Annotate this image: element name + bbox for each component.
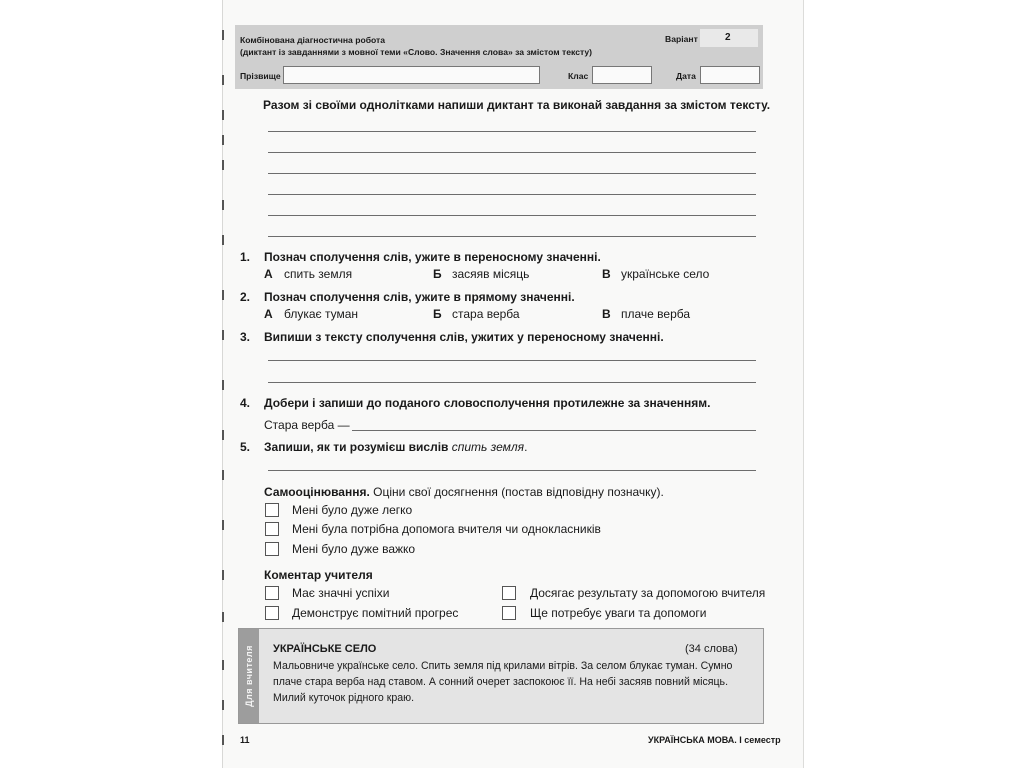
variant-label: Варіант bbox=[665, 34, 698, 44]
header-title-line2: (диктант із завданнями з мовної теми «Слово. Значення слова» за змістом тексту) bbox=[240, 47, 593, 57]
header-title bbox=[240, 34, 592, 58]
teacher-comment-checkbox-success[interactable] bbox=[265, 586, 279, 600]
dictation-line[interactable] bbox=[268, 215, 756, 216]
dictation-text-line: Мальовниче українське село. Спить земля під крилами вітрів. За селом блукає туман. Сумно bbox=[273, 660, 733, 672]
task-1-option-b[interactable]: засяяв місяць bbox=[452, 267, 530, 281]
self-assessment-checkbox-help[interactable] bbox=[265, 522, 279, 536]
task-5-text-prefix: Запиши, як ти розумієш вислів bbox=[264, 440, 452, 454]
teacher-comment-option-needs-help: Ще потребує уваги та допомоги bbox=[530, 606, 707, 620]
intro-instruction: Разом зі своїми однолітками напиши диктант та виконай завдання за змістом тексту. bbox=[263, 98, 771, 112]
task-1-text: Познач сполучення слів, ужите в переносному значенні. bbox=[264, 250, 601, 264]
task-1-number: 1. bbox=[240, 250, 251, 264]
dictation-text-line: Милий куточок рідного краю. bbox=[273, 692, 415, 704]
answer-line[interactable] bbox=[268, 470, 756, 471]
teacher-side-tab bbox=[239, 629, 259, 723]
surname-label: Прізвище bbox=[240, 71, 281, 81]
class-field[interactable] bbox=[592, 66, 652, 84]
date-field[interactable] bbox=[700, 66, 760, 84]
task-1-option-b-letter[interactable]: Б bbox=[433, 267, 442, 281]
task-5-number: 5. bbox=[240, 440, 251, 454]
task-2-option-v-letter[interactable]: В bbox=[602, 307, 611, 321]
self-assessment-checkbox-hard[interactable] bbox=[265, 542, 279, 556]
teacher-side-label: Для вчителя bbox=[244, 645, 254, 707]
task-3-text: Випиши з тексту сполучення слів, ужитих у переносному значенні. bbox=[264, 330, 664, 344]
dictation-line[interactable] bbox=[268, 194, 756, 195]
date-label: Дата bbox=[676, 71, 696, 81]
teacher-comment-option-success: Має значні успіхи bbox=[292, 586, 390, 600]
task-1-option-v-letter[interactable]: В bbox=[602, 267, 611, 281]
dictation-line[interactable] bbox=[268, 152, 756, 153]
dictation-line[interactable] bbox=[268, 236, 756, 237]
task-1-option-v[interactable]: українське село bbox=[621, 267, 710, 281]
self-assessment-title: Самооцінювання. bbox=[264, 485, 370, 499]
task-2-text: Познач сполучення слів, ужите в прямому значенні. bbox=[264, 290, 575, 304]
self-assessment-option-easy: Мені було дуже легко bbox=[292, 503, 413, 517]
task-5-text bbox=[264, 440, 527, 454]
task-2-number: 2. bbox=[240, 290, 251, 304]
self-assessment-heading bbox=[264, 485, 664, 499]
variant-value: 2 bbox=[725, 32, 731, 43]
teacher-comment-option-with-help: Досягає результату за допомогою вчителя bbox=[530, 586, 766, 600]
answer-line[interactable] bbox=[268, 360, 756, 361]
dictation-text-line: плаче стара верба над ставом. А сонний очерет заспокоює її. На небі засяяв повний місяць. bbox=[273, 676, 729, 688]
task-2-option-b-letter[interactable]: Б bbox=[433, 307, 442, 321]
teacher-comment-option-progress: Демонструє помітний прогрес bbox=[292, 606, 459, 620]
header-title-line1: Комбінована діагностична робота bbox=[240, 35, 386, 45]
binding-marks bbox=[222, 0, 226, 768]
dictation-word-count: (34 слова) bbox=[685, 643, 738, 655]
dictation-line[interactable] bbox=[268, 173, 756, 174]
task-1-option-a-letter[interactable]: А bbox=[264, 267, 273, 281]
teacher-dictation-box bbox=[238, 628, 764, 724]
teacher-comment-checkbox-needs-help[interactable] bbox=[502, 606, 516, 620]
task-2-option-v[interactable]: плаче верба bbox=[621, 307, 691, 321]
task-5-quoted-phrase: спить земля bbox=[451, 440, 525, 454]
task-3-number: 3. bbox=[240, 330, 251, 344]
teacher-comment-title: Коментар учителя bbox=[264, 568, 373, 582]
self-assessment-option-hard: Мені було дуже важко bbox=[292, 542, 416, 556]
task-2-option-a-letter[interactable]: А bbox=[264, 307, 273, 321]
dictation-line[interactable] bbox=[268, 131, 756, 132]
task-4-prompt: Стара верба — bbox=[264, 418, 350, 432]
task-4-number: 4. bbox=[240, 396, 251, 410]
answer-line[interactable] bbox=[268, 382, 756, 383]
task-2-option-b[interactable]: стара верба bbox=[452, 307, 520, 321]
self-assessment-option-help: Мені була потрібна допомога вчителя чи однокласників bbox=[292, 522, 601, 536]
teacher-comment-checkbox-progress[interactable] bbox=[265, 606, 279, 620]
task-5-text-suffix: . bbox=[524, 440, 528, 454]
dictation-title: УКРАЇНСЬКЕ СЕЛО bbox=[273, 643, 377, 655]
teacher-comment-checkbox-with-help[interactable] bbox=[502, 586, 516, 600]
task-1-option-a[interactable]: спить земля bbox=[284, 267, 353, 281]
self-assessment-checkbox-easy[interactable] bbox=[265, 503, 279, 517]
task-2-option-a[interactable]: блукає туман bbox=[284, 307, 359, 321]
surname-field[interactable] bbox=[283, 66, 540, 84]
task-4-text: Добери і запиши до поданого словосполучення протилежне за значенням. bbox=[264, 396, 711, 410]
worksheet-header bbox=[235, 25, 763, 89]
book-title: УКРАЇНСЬКА МОВА. І семестр bbox=[648, 735, 781, 745]
answer-line[interactable] bbox=[352, 430, 756, 431]
class-label: Клас bbox=[568, 71, 589, 81]
page-number: 11 bbox=[240, 735, 250, 745]
self-assessment-instruction: Оціни свої досягнення (постав відповідну позначку). bbox=[369, 485, 664, 499]
